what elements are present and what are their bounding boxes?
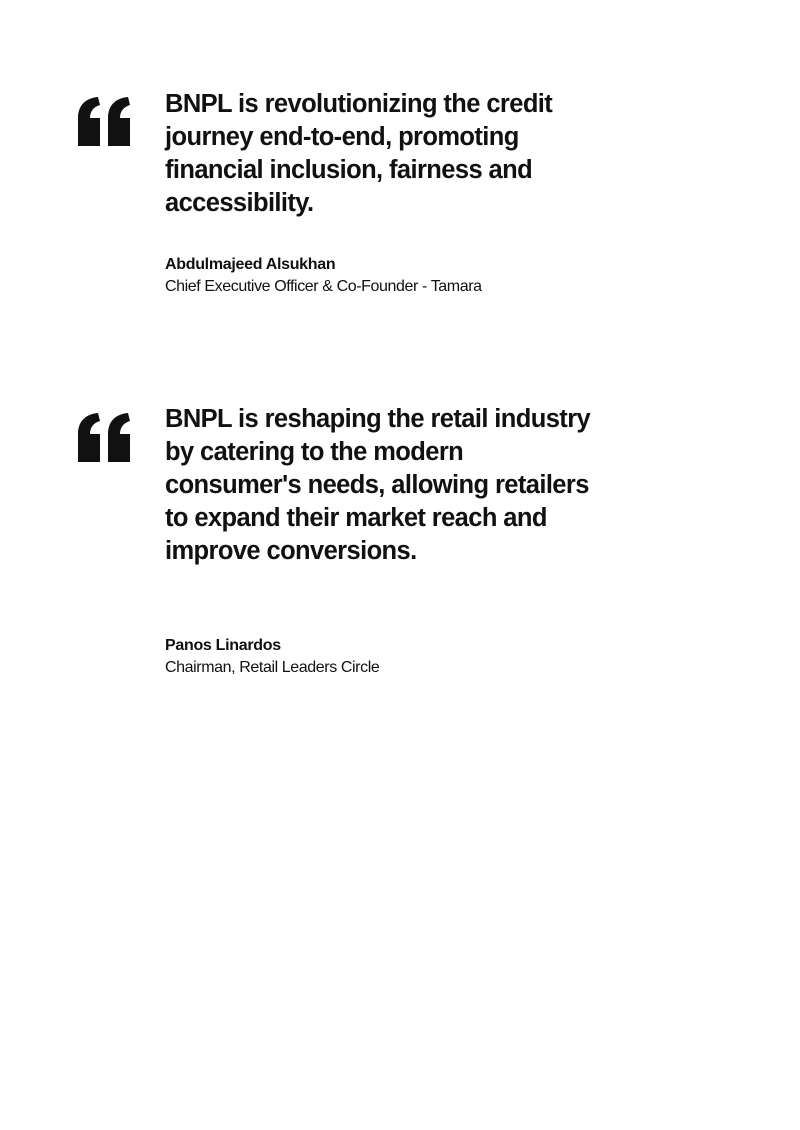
author-name: Abdulmajeed Alsukhan (165, 256, 336, 273)
author-title: Chief Executive Officer & Co-Founder - Tamara (165, 278, 482, 295)
opening-quote-icon (76, 96, 134, 148)
author-name: Panos Linardos (165, 637, 281, 654)
opening-quote-icon (76, 412, 134, 464)
quote-text: BNPL is reshaping the retail industry by catering to the modern consumer's needs, allowing retailers to expand their market reach and improve conversions. (165, 405, 591, 565)
author-title: Chairman, Retail Leaders Circle (165, 659, 380, 676)
quote-text: BNPL is revolutionizing the credit journey end-to-end, promoting financial inclusion, fairness and accessibility. (165, 90, 553, 217)
